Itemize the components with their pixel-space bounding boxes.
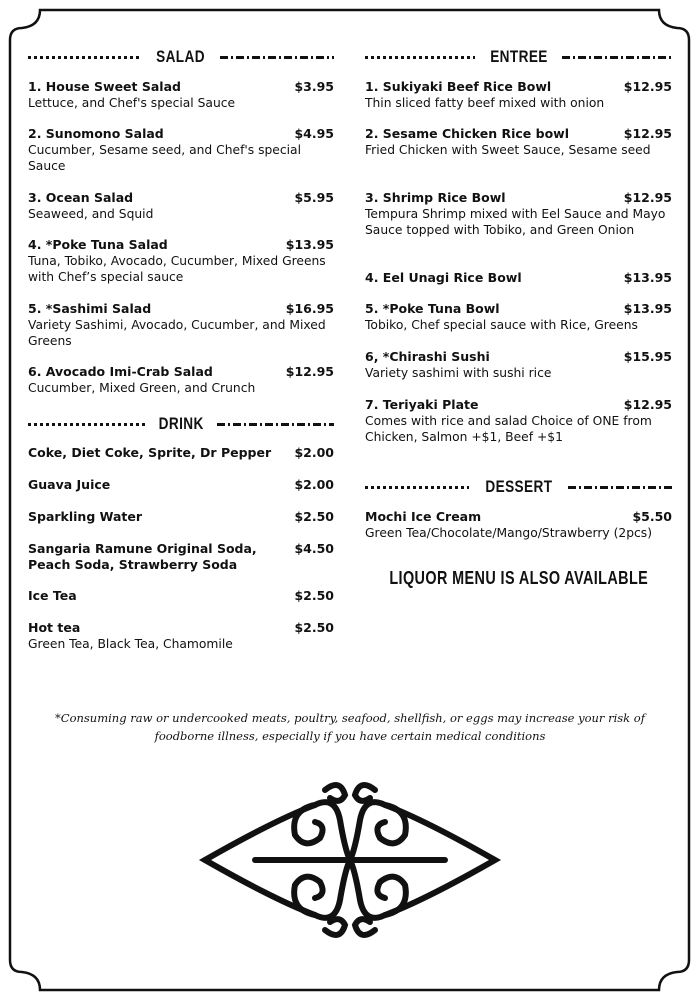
- item-name: Coke, Diet Coke, Sprite, Dr Pepper: [28, 445, 272, 460]
- item-name: 4. Eel Unagi Rice Bowl: [365, 270, 522, 285]
- item-price: $2.00: [294, 477, 334, 492]
- item-description: Cucumber, Sesame seed, and Chef's special Sauce: [28, 143, 302, 173]
- item-description: Tempura Shrimp mixed with Eel Sauce and Mayo Sauce topped with Tobiko, and Green Onion: [365, 207, 666, 237]
- salad-menu-item: [28, 301, 334, 349]
- item-name: Sparkling Water: [28, 509, 143, 524]
- item-name: 1. Sukiyaki Beef Rice Bowl: [365, 79, 552, 94]
- entree-menu-item: [365, 270, 672, 286]
- entree-menu-item: [365, 190, 672, 238]
- item-name: 6. Avocado Imi-Crab Salad: [28, 364, 213, 379]
- item-name: Sangaria Ramune Original Soda, Peach Soda, Strawberry Soda: [28, 541, 257, 572]
- entree-menu-item: [365, 301, 672, 333]
- item-price: $5.50: [632, 509, 672, 524]
- item-name: 3. Ocean Salad: [28, 190, 134, 205]
- item-name: 3. Shrimp Rice Bowl: [365, 190, 506, 205]
- salad-menu-item: [28, 190, 334, 222]
- item-price: $13.95: [285, 237, 334, 252]
- item-price: $2.50: [294, 588, 334, 603]
- drink-menu-item: [28, 445, 334, 461]
- item-price: $12.95: [623, 126, 672, 141]
- drink-header: DRINK: [28, 414, 334, 434]
- item-price: $13.95: [623, 270, 672, 285]
- item-name: Mochi Ice Cream: [365, 509, 482, 524]
- item-name: 2. Sesame Chicken Rice bowl: [365, 126, 569, 141]
- item-description: Variety sashimi with sushi rice: [365, 366, 552, 380]
- item-price: $12.95: [623, 397, 672, 412]
- drink-menu-item: [28, 541, 334, 573]
- ornament-flourish: [195, 780, 505, 940]
- item-name: 1. House Sweet Salad: [28, 79, 181, 94]
- health-disclaimer: *Consuming raw or undercooked meats, poultry, seafood, shellfish, or eggs may increase your risk of foodborne illness, especially if you have certain medical conditions: [55, 711, 645, 743]
- item-price: $4.95: [294, 126, 334, 141]
- dessert-menu-item: [365, 509, 672, 541]
- item-name: 7. Teriyaki Plate: [365, 397, 479, 412]
- item-price: $5.95: [294, 190, 334, 205]
- item-price: $3.95: [294, 79, 334, 94]
- item-description: Tobiko, Chef special sauce with Rice, Greens: [365, 318, 638, 332]
- item-name: 4. *Poke Tuna Salad: [28, 237, 168, 252]
- item-price: $13.95: [623, 301, 672, 316]
- drink-menu-item: [28, 509, 334, 525]
- item-description: Thin sliced fatty beef mixed with onion: [365, 96, 605, 110]
- item-description: Green Tea, Black Tea, Chamomile: [28, 637, 233, 651]
- dessert-header: DESSERT: [365, 477, 672, 497]
- entree-menu-item: [365, 349, 672, 381]
- entree-menu-item: [365, 397, 672, 445]
- item-name: Ice Tea: [28, 588, 77, 603]
- item-price: $12.95: [623, 190, 672, 205]
- item-price: $12.95: [285, 364, 334, 379]
- liquor-notice: LIQUOR MENU IS ALSO AVAILABLE: [389, 567, 648, 588]
- drink-menu-item: [28, 477, 334, 493]
- item-name: Guava Juice: [28, 477, 111, 492]
- item-price: $15.95: [623, 349, 672, 364]
- item-description: Fried Chicken with Sweet Sauce, Sesame seed: [365, 143, 651, 157]
- item-description: Seaweed, and Squid: [28, 207, 154, 221]
- entree-menu-item: [365, 126, 672, 158]
- salad-menu-item: [28, 237, 334, 285]
- item-name: 5. *Sashimi Salad: [28, 301, 152, 316]
- item-name: 6, *Chirashi Sushi: [365, 349, 490, 364]
- salad-menu-item: [28, 364, 334, 396]
- item-price: $16.95: [285, 301, 334, 316]
- item-description: Comes with rice and salad Choice of ONE from Chicken, Salmon +$1, Beef +$1: [365, 414, 652, 444]
- item-description: Tuna, Tobiko, Avocado, Cucumber, Mixed Greens with Chef’s special sauce: [28, 254, 326, 284]
- entree-header: ENTREE: [365, 47, 672, 67]
- item-price: $4.50: [294, 541, 334, 556]
- item-description: Cucumber, Mixed Green, and Crunch: [28, 381, 256, 395]
- entree-menu-item: [365, 79, 672, 111]
- item-description: Green Tea/Chocolate/Mango/Strawberry (2pcs): [365, 526, 653, 540]
- item-price: $2.50: [294, 620, 334, 635]
- drink-menu-item: [28, 620, 334, 652]
- item-price: $2.00: [294, 445, 334, 460]
- item-name: 5. *Poke Tuna Bowl: [365, 301, 500, 316]
- drink-menu-item: [28, 588, 334, 604]
- item-price: $2.50: [294, 509, 334, 524]
- salad-header: SALAD: [28, 47, 334, 67]
- salad-menu-item: [28, 126, 334, 174]
- item-description: Variety Sashimi, Avocado, Cucumber, and Mixed Greens: [28, 318, 326, 348]
- item-description: Lettuce, and Chef's special Sauce: [28, 96, 236, 110]
- item-price: $12.95: [623, 79, 672, 94]
- item-name: Hot tea: [28, 620, 81, 635]
- salad-menu-item: [28, 79, 334, 111]
- item-name: 2. Sunomono Salad: [28, 126, 164, 141]
